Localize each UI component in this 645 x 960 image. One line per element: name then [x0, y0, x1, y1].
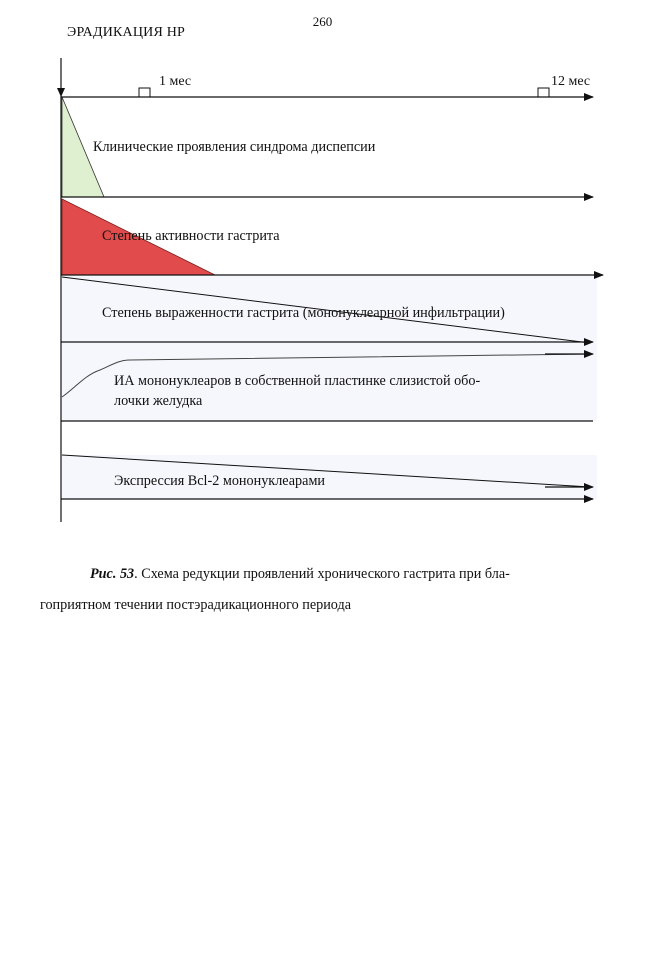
- row-label-gastritis-severity: Степень выраженности гастрита (мононуклеарной инфильтрации): [102, 305, 505, 321]
- page-number: 260: [312, 14, 333, 29]
- figure-caption: [40, 559, 610, 621]
- figure-label: Рис. 53: [90, 566, 135, 582]
- tick-12-months: [538, 88, 549, 97]
- row-label-ia-line2: лочки желудка: [114, 393, 203, 409]
- row-label-ia-line1: ИА мононуклеаров в собственной пластинке слизистой обо-: [114, 373, 481, 389]
- vertical-axis-arrow: [57, 88, 65, 97]
- caption-text-1: . Схема редукции проявлений хронического гастрита при бла-: [134, 566, 510, 582]
- caption-line-1: [40, 559, 610, 590]
- tick-1-month: [139, 88, 150, 97]
- row-label-dyspepsia: Клинические проявления синдрома диспепсии: [93, 139, 376, 155]
- running-head: ЭРАДИКАЦИЯ НР: [67, 25, 186, 40]
- caption-line-2: гоприятном течении постэрадикационного периода: [40, 597, 352, 613]
- row-label-gastritis-activity: Степень активности гастрита: [102, 228, 280, 244]
- label-12-months: 12 мес: [551, 74, 591, 89]
- label-1-month: 1 мес: [159, 74, 192, 89]
- row-label-bcl2: Экспрессия Bcl-2 мононуклеарами: [114, 473, 326, 489]
